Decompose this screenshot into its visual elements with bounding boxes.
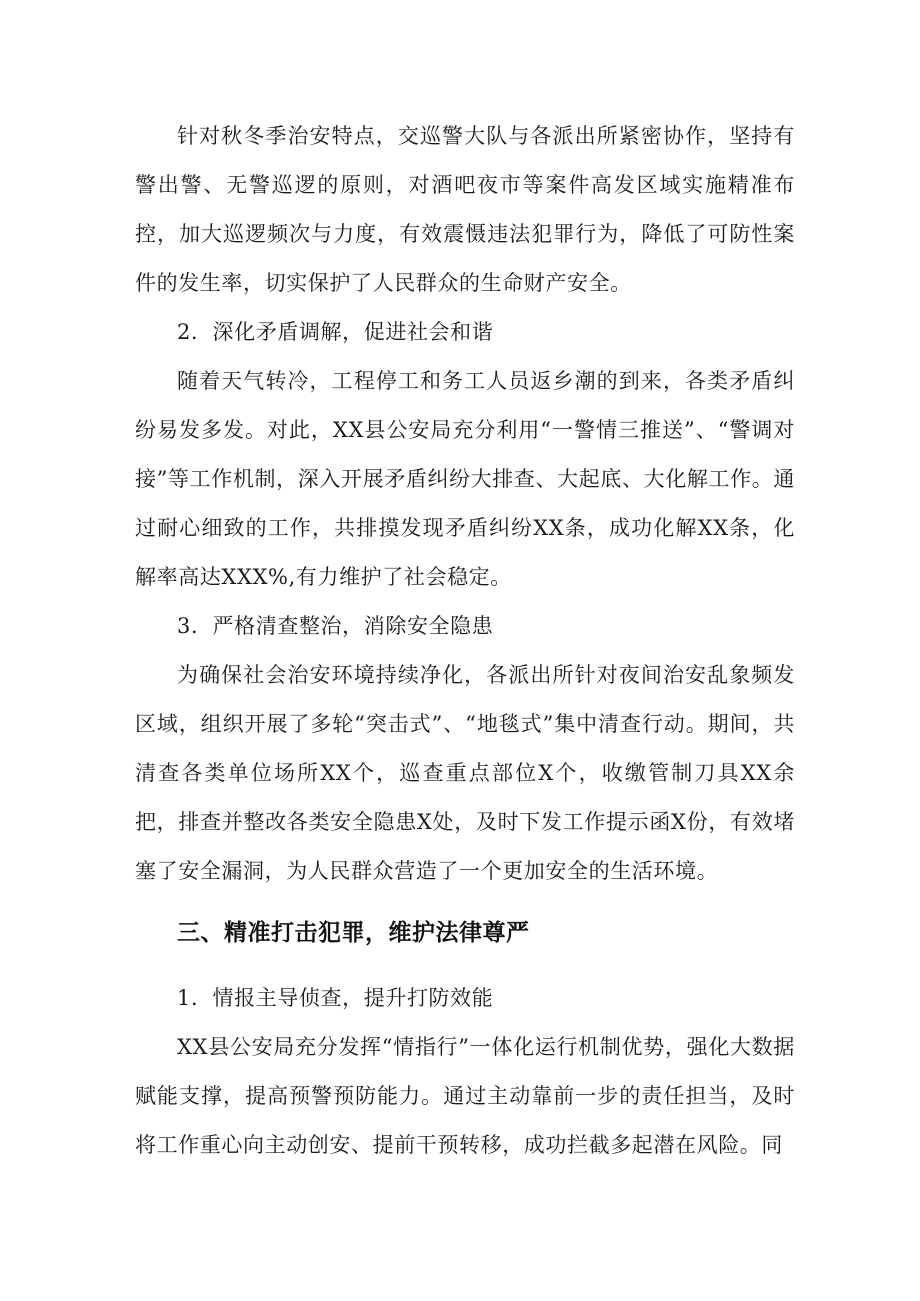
subheading-intelligence-investigation: 1．情报主导侦查，提升打防效能 [177, 986, 494, 1010]
paragraph-safety-inspection: 为确保社会治安环境持续净化，各派出所针对夜间治安乱象频发区域，组织开展了多轮“突击式”、“地毯式”集中清查行动。期间，共清查各类单位场所XX个，巡查重点部位X个，收缴管制刀具XX余把，排查并整改各类安全隐患X处，及时下发工作提示函X份，有效堵塞了安全漏洞，为人民群众营造了一个更加安全的生活环境。 [135, 663, 795, 883]
section-heading-crime-crackdown: 三、精准打击犯罪，维护法律尊严 [177, 920, 530, 946]
paragraph-conflict-mediation: 随着天气转冷，工程停工和务工人员返乡潮的到来，各类矛盾纠纷易发多发。对此，XX县公安局充分利用“一警情三推送”、“警调对接”等工作机制，深入开展矛盾纠纷大排查、大起底、大化解工作。通过耐心细致的工作，共排摸发现矛盾纠纷XX条，成功化解XX条，化解率高达XXX%,有力维护了社会稳定。 [135, 369, 795, 589]
subheading-safety-inspection: 3．严格清查整治，消除安全隐患 [177, 614, 494, 638]
paragraph-patrol-deployment: 针对秋冬季治安特点，交巡警大队与各派出所紧密协作，坚持有警出警、无警巡逻的原则，对酒吧夜市等案件高发区域实施精准布控，加大巡逻频次与力度，有效震慑违法犯罪行为，降低了可防性案件的发生率，切实保护了人民群众的生命财产安全。 [135, 124, 795, 295]
subheading-conflict-mediation: 2．深化矛盾调解，促进社会和谐 [177, 320, 494, 344]
document-body [135, 112, 795, 1170]
paragraph-intelligence-investigation: XX县公安局充分发挥“情指行”一体化运行机制优势，强化大数据赋能支撑，提高预警预防能力。通过主动靠前一步的责任担当，及时将工作重心向主动创安、提前干预转移，成功拦截多起潜在风险。同 [135, 1035, 795, 1157]
